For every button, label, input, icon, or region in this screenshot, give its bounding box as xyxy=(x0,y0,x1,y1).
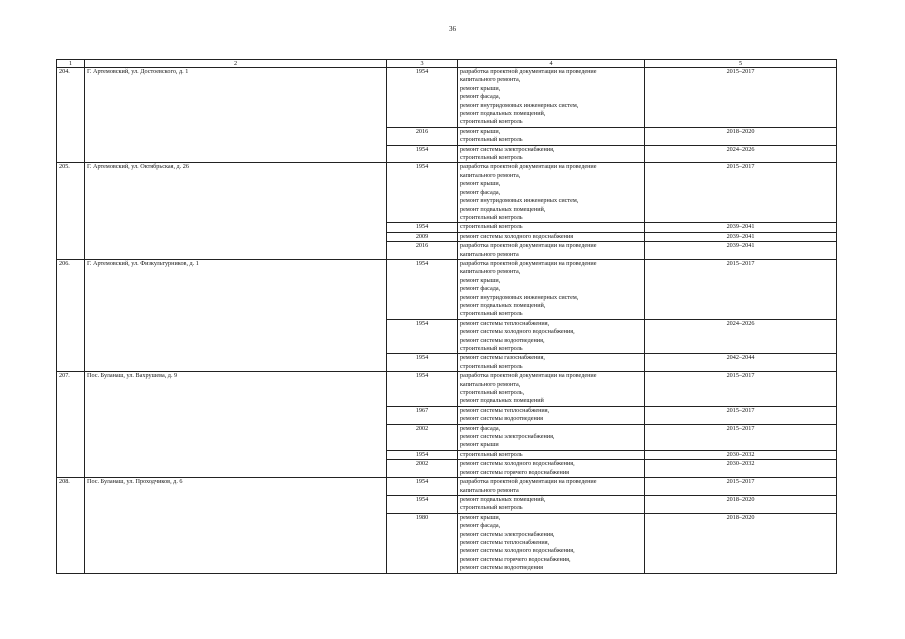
work-item: разработка проектной документации на проведение xyxy=(460,242,597,250)
work-item: ремонт внутридомовых инженерных систем, xyxy=(460,197,579,205)
works-cell xyxy=(458,450,645,459)
work-item: разработка проектной документации на проведение xyxy=(460,478,597,486)
works-cell xyxy=(458,68,645,128)
building-address: Г. Артемовский, ул. Достоевского, д. 1 xyxy=(85,68,387,163)
header-cell: 4 xyxy=(458,60,645,68)
work-item: строительный контроль xyxy=(460,504,523,512)
work-item: разработка проектной документации на проведение xyxy=(460,259,597,267)
table-row xyxy=(57,372,837,407)
year-cell: 2016 xyxy=(387,127,458,145)
year-cell: 1954 xyxy=(387,354,458,372)
work-item: капитального ремонта, xyxy=(460,76,521,84)
work-item: ремонт крыши, xyxy=(460,127,501,135)
table-row xyxy=(57,163,837,223)
work-item: строительный контроль xyxy=(460,213,523,221)
work-item: строительный контроль xyxy=(460,345,523,352)
year-cell: 2002 xyxy=(387,424,458,450)
work-item: капитального ремонта, xyxy=(460,171,521,179)
period-cell: 2030–2032 xyxy=(645,460,837,478)
period-cell: 2039–2041 xyxy=(645,223,837,232)
work-item: ремонт системы теплоснабжения, xyxy=(460,538,550,546)
works-cell xyxy=(458,513,645,573)
work-item: ремонт крыши, xyxy=(460,180,501,188)
header-cell: 1 xyxy=(57,60,85,68)
period-cell: 2024–2026 xyxy=(645,145,837,163)
work-item: ремонт системы водоотведения, xyxy=(460,336,545,344)
year-cell: 1954 xyxy=(387,495,458,513)
header-cell: 2 xyxy=(85,60,387,68)
work-item: строительный контроль xyxy=(460,118,523,126)
period-cell: 2039–2041 xyxy=(645,232,837,241)
works-cell xyxy=(458,127,645,145)
work-item: строительный контроль xyxy=(460,154,523,162)
period-cell: 2015–2017 xyxy=(645,478,837,496)
period-cell: 2015–2017 xyxy=(645,259,837,319)
period-cell: 2018–2020 xyxy=(645,495,837,513)
works-cell xyxy=(458,495,645,513)
works-cell xyxy=(458,145,645,163)
year-cell: 1980 xyxy=(387,513,458,573)
work-item: ремонт внутридомовых инженерных систем, xyxy=(460,101,579,109)
row-number: 207. xyxy=(57,372,85,478)
year-cell: 2002 xyxy=(387,460,458,478)
period-cell: 2018–2020 xyxy=(645,513,837,573)
building-address: Пос. Буланаш, ул. Проходчиков, д. 6 xyxy=(85,478,387,573)
year-cell: 1967 xyxy=(387,406,458,424)
period-cell: 2018–2020 xyxy=(645,127,837,145)
work-item: ремонт фасада, xyxy=(460,188,501,196)
work-item: строительный контроль xyxy=(460,362,523,370)
work-item: строительный контроль xyxy=(460,136,523,144)
page-number: 36 xyxy=(449,25,456,33)
work-item: ремонт системы горячего водоснабжения, xyxy=(460,555,571,563)
work-item: ремонт фасада, xyxy=(460,522,501,530)
work-item: ремонт внутридомовых инженерных систем, xyxy=(460,293,579,301)
work-item: строительный контроль xyxy=(460,310,523,318)
works-cell xyxy=(458,223,645,232)
work-item: ремонт подвальных помещений, xyxy=(460,205,546,213)
works-cell xyxy=(458,242,645,260)
work-item: ремонт крыши, xyxy=(460,84,501,92)
work-item: ремонт системы холодного водоснабжения, xyxy=(460,547,575,555)
work-item: ремонт системы электроснабжения, xyxy=(460,530,555,538)
table-row xyxy=(57,259,837,319)
header-cell: 3 xyxy=(387,60,458,68)
year-cell: 1954 xyxy=(387,478,458,496)
work-item: ремонт крыши, xyxy=(460,276,501,284)
period-cell: 2015–2017 xyxy=(645,406,837,424)
period-cell: 2024–2026 xyxy=(645,319,837,354)
row-number: 206. xyxy=(57,259,85,371)
year-cell: 1954 xyxy=(387,145,458,163)
work-item: строительный контроль xyxy=(460,223,523,231)
works-cell xyxy=(458,319,645,354)
work-item: ремонт подвальных помещений, xyxy=(460,495,546,503)
work-item: ремонт системы теплоснабжения, xyxy=(460,406,550,414)
table-row xyxy=(57,478,837,496)
header-row xyxy=(57,60,837,68)
work-item: ремонт системы электроснабжения, xyxy=(460,433,555,441)
work-item: разработка проектной документации на проведение xyxy=(460,163,597,171)
work-item: ремонт крыши, xyxy=(460,513,501,521)
work-item: разработка проектной документации на проведение xyxy=(460,68,597,75)
year-cell: 1954 xyxy=(387,259,458,319)
work-item: капитального ремонта xyxy=(460,486,519,494)
works-cell xyxy=(458,354,645,372)
work-item: ремонт системы холодного водоснабжения, xyxy=(460,460,575,468)
work-item: ремонт системы теплоснабжения, xyxy=(460,319,550,327)
works-cell xyxy=(458,424,645,450)
year-cell: 2009 xyxy=(387,232,458,241)
year-cell: 2016 xyxy=(387,242,458,260)
period-cell: 2039–2041 xyxy=(645,242,837,260)
building-address: Г. Артемовский, ул. Октябрьская, д. 26 xyxy=(85,163,387,259)
repair-schedule-table xyxy=(56,59,837,574)
work-item: ремонт фасада, xyxy=(460,285,501,293)
work-item: ремонт подвальных помещений xyxy=(460,397,544,405)
works-cell xyxy=(458,460,645,478)
works-cell xyxy=(458,163,645,223)
row-number: 204. xyxy=(57,68,85,163)
year-cell: 1954 xyxy=(387,450,458,459)
year-cell: 1954 xyxy=(387,68,458,128)
work-item: капитального ремонта, xyxy=(460,268,521,276)
row-number: 205. xyxy=(57,163,85,259)
year-cell: 1954 xyxy=(387,223,458,232)
work-item: строительный контроль, xyxy=(460,389,525,397)
year-cell: 1954 xyxy=(387,319,458,354)
works-cell xyxy=(458,478,645,496)
work-item: ремонт системы горячего водоснабжения xyxy=(460,468,569,476)
work-item: ремонт подвальных помещений, xyxy=(460,301,546,309)
work-item: ремонт системы холодного водоснабжения, xyxy=(460,328,575,336)
period-cell: 2042–2044 xyxy=(645,354,837,372)
year-cell: 1954 xyxy=(387,163,458,223)
row-number: 208. xyxy=(57,478,85,573)
works-cell xyxy=(458,232,645,241)
work-item: ремонт фасада, xyxy=(460,424,501,432)
work-item: ремонт фасада, xyxy=(460,93,501,101)
period-cell: 2015–2017 xyxy=(645,424,837,450)
work-item: ремонт системы водоотведения xyxy=(460,415,543,423)
period-cell: 2015–2017 xyxy=(645,68,837,128)
table-body xyxy=(57,68,837,574)
work-item: капитального ремонта, xyxy=(460,380,521,388)
work-item: ремонт крыши xyxy=(460,441,499,449)
building-address: Г. Артемовский, ул. Физкультурников, д. 1 xyxy=(85,259,387,371)
period-cell: 2030–2032 xyxy=(645,450,837,459)
work-item: ремонт подвальных помещений, xyxy=(460,110,546,118)
year-cell: 1954 xyxy=(387,372,458,407)
works-cell xyxy=(458,406,645,424)
building-address: Пос. Буланаш, ул. Вахрушева, д. 9 xyxy=(85,372,387,478)
header-cell: 5 xyxy=(645,60,837,68)
work-item: строительный контроль xyxy=(460,450,523,458)
period-cell: 2015–2017 xyxy=(645,372,837,407)
work-item: разработка проектной документации на проведение xyxy=(460,372,597,380)
work-item: ремонт системы газоснабжения, xyxy=(460,354,545,362)
period-cell: 2015–2017 xyxy=(645,163,837,223)
work-item: ремонт системы электроснабжения, xyxy=(460,145,555,153)
table-row xyxy=(57,68,837,128)
works-cell xyxy=(458,259,645,319)
work-item: ремонт системы холодного водоснабжения xyxy=(460,232,574,240)
works-cell xyxy=(458,372,645,407)
work-item: капитального ремонта xyxy=(460,250,519,258)
work-item: ремонт системы водоотведения xyxy=(460,564,543,572)
